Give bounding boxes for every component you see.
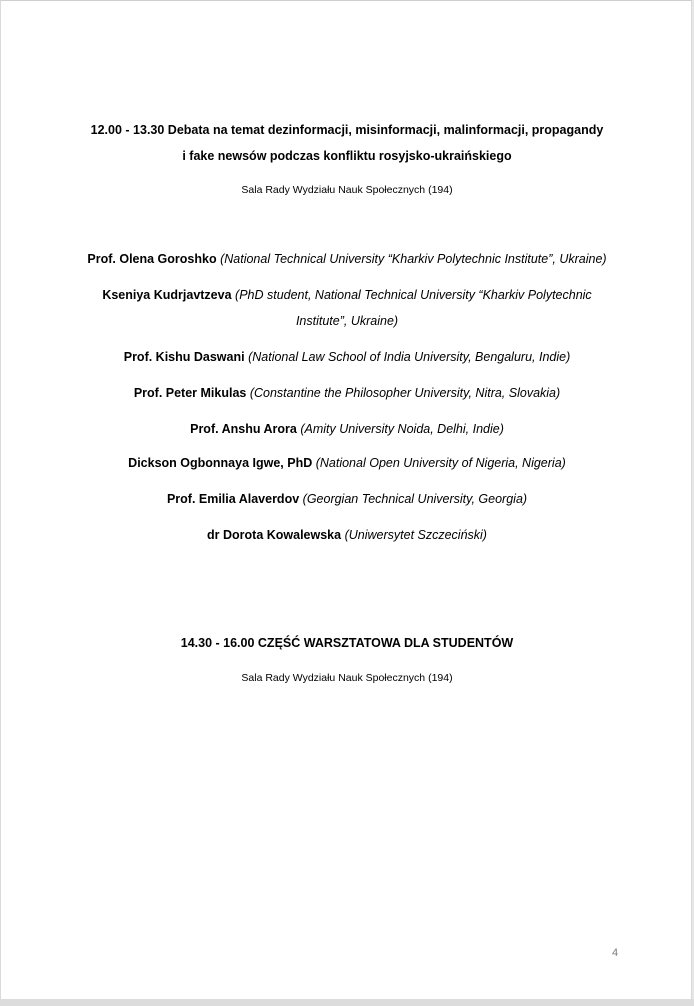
- speaker-entry: [1, 282, 693, 334]
- speaker-affiliation: (National Open University of Nigeria, Nigeria): [315, 456, 566, 470]
- speaker-affiliation: (Georgian Technical University, Georgia): [302, 492, 528, 506]
- session-title-line: 12.00 - 13.30 Debata na temat dezinformacji, misinformacji, malinformacji, propagandy: [90, 123, 604, 137]
- session-title-line: 14.30 - 16.00 CZĘŚĆ WARSZTATOWA DLA STUDENTÓW: [180, 636, 514, 650]
- speaker-affiliation: (National Law School of India University, Bengaluru, Indie): [248, 350, 571, 364]
- speaker-name: Prof. Peter Mikulas: [133, 386, 247, 400]
- speaker-affiliation: (Amity University Noida, Delhi, Indie): [300, 422, 504, 436]
- speaker-affiliation-continued: Institute”, Ukraine): [295, 314, 399, 328]
- speaker-name: Prof. Anshu Arora: [190, 422, 297, 436]
- speaker-name: Prof. Kishu Daswani: [123, 350, 245, 364]
- speaker-name: Dickson Ogbonnaya Igwe, PhD: [128, 456, 313, 470]
- speaker-entry: [1, 416, 693, 442]
- session-room: Sala Rady Wydziału Nauk Społecznych (194): [241, 672, 453, 684]
- session-title-debate: [1, 117, 693, 169]
- speaker-name: Kseniya Kudrjavtzeva: [102, 288, 232, 302]
- speaker-affiliation: (National Technical University “Kharkiv Polytechnic Institute”, Ukraine): [220, 252, 607, 266]
- speaker-entry: [1, 522, 693, 548]
- session-room: Sala Rady Wydziału Nauk Społecznych (194): [241, 184, 453, 196]
- speaker-affiliation: (Uniwersytet Szczeciński): [344, 528, 487, 542]
- speaker-entry: [1, 380, 693, 406]
- page-bottom-edge: [0, 999, 694, 1006]
- speaker-name: dr Dorota Kowalewska: [207, 528, 342, 542]
- speaker-entry: [1, 450, 693, 476]
- speaker-entry: [1, 246, 693, 272]
- speaker-name: Prof. Olena Goroshko: [87, 252, 217, 266]
- session-title-workshop: [1, 630, 693, 656]
- speaker-entry: [1, 486, 693, 512]
- page-number: 4: [611, 947, 619, 959]
- speaker-name: Prof. Emilia Alaverdov: [166, 492, 300, 506]
- speaker-affiliation: (PhD student, National Technical University “Kharkiv Polytechnic: [235, 288, 592, 302]
- speaker-affiliation: (Constantine the Philosopher University, Nitra, Slovakia): [249, 386, 561, 400]
- session-title-line: i fake newsów podczas konfliktu rosyjsko-ukraińskiego: [182, 149, 512, 163]
- speaker-entry: [1, 344, 693, 370]
